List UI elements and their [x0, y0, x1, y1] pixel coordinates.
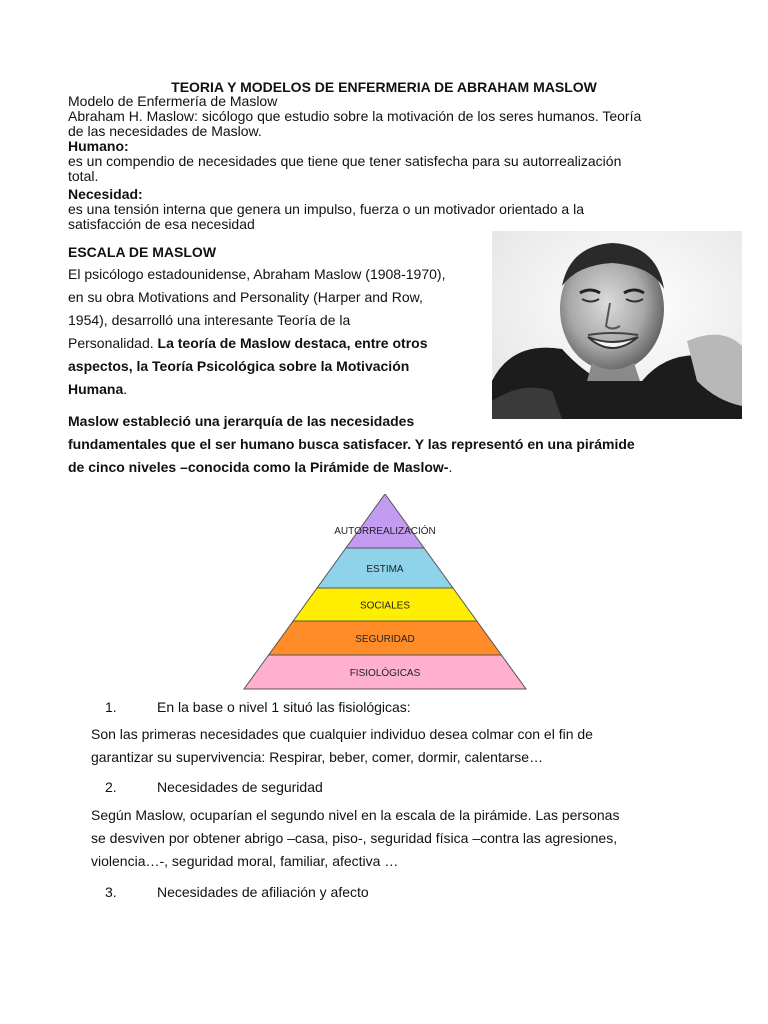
- intro-line-3: de las necesidades de Maslow.: [68, 123, 262, 139]
- jerarquia-line-3-plain: .: [448, 459, 453, 475]
- humano-line-2: total.: [68, 168, 99, 184]
- escala-line-4-bold: La teoría de Maslow destaca, entre otros: [157, 335, 428, 351]
- list-item-2-line-2: se desviven por obtener abrigo –casa, piso-, seguridad física –contra las agresiones,: [91, 830, 618, 846]
- humano-label: Humano:: [68, 138, 129, 154]
- list-item-2-text: [91, 804, 741, 873]
- escala-line-1: El psicólogo estadounidense, Abraham Maslow (1908-1970),: [68, 266, 446, 282]
- section-heading-escala: ESCALA DE MASLOW: [68, 244, 217, 260]
- necesidad-label: Necesidad:: [68, 186, 143, 202]
- document-title: TEORIA Y MODELOS DE ENFERMERIA DE ABRAHAM MASLOW: [171, 79, 597, 95]
- list-item-1-line-1: Son las primeras necesidades que cualquier individuo desea colmar con el fin de: [91, 726, 593, 742]
- escala-line-3: 1954), desarrolló una interesante Teoría de la: [68, 312, 351, 328]
- list-item-1-line-2: garantizar su supervivencia: Respirar, beber, comer, dormir, calentarse…: [91, 749, 544, 765]
- necesidad-line-2: satisfacción de esa necesidad: [68, 216, 255, 232]
- jerarquia-line-2: fundamentales que el ser humano busca satisfacer. Y las representó en una pirámide: [68, 436, 635, 452]
- list-item-2-title: Necesidades de seguridad: [157, 779, 323, 795]
- escala-line-2: en su obra Motivations and Personality (Harper and Row,: [68, 289, 423, 305]
- pyramid-label-autorrealizacion: AUTORREALIZACIÓN: [334, 526, 436, 537]
- escala-line-5: aspectos, la Teoría Psicológica sobre la Motivación: [68, 358, 410, 374]
- list-item-3-number: 3.: [105, 884, 117, 900]
- list-item-1-number: 1.: [105, 699, 117, 715]
- maslow-pyramid: [240, 494, 530, 699]
- intro-line-1: Modelo de Enfermería de Maslow: [68, 93, 278, 109]
- necesidad-line-1: es una tensión interna que genera un impulso, fuerza o un motivador orientado a la: [68, 201, 585, 217]
- pyramid-label-sociales: SOCIALES: [359, 600, 411, 612]
- pyramid-level-autorrealizacion: [346, 494, 424, 548]
- escala-line-4: [68, 332, 488, 355]
- list-item-1-title: En la base o nivel 1 situó las fisiológicas:: [157, 699, 411, 715]
- pyramid-label-estima: ESTIMA: [366, 564, 404, 575]
- list-item-3-title: Necesidades de afiliación y afecto: [157, 884, 369, 900]
- pyramid-svg: [240, 494, 530, 694]
- pyramid-label-fisiologicas: FISIOLÓGICAS: [349, 668, 421, 679]
- jerarquia-paragraph: [68, 410, 748, 479]
- pyramid-label-seguridad: SEGURIDAD: [355, 634, 415, 645]
- escala-line-6-bold: Humana: [68, 381, 124, 397]
- intro-block: [68, 94, 728, 232]
- jerarquia-line-3-bold: de cinco niveles –conocida como la Pirámide de Maslow-: [68, 459, 449, 475]
- jerarquia-line-3: [68, 456, 748, 479]
- jerarquia-line-1: Maslow estableció una jerarquía de las necesidades: [68, 413, 415, 429]
- escala-line-6: [68, 378, 488, 401]
- maslow-portrait-photo: [492, 231, 742, 419]
- list-item-2-line-1: Según Maslow, ocuparían el segundo nivel en la escala de la pirámide. Las personas: [91, 807, 620, 823]
- list-item-2-number: 2.: [105, 779, 117, 795]
- escala-line-4-plain: Personalidad.: [68, 335, 158, 351]
- portrait-image: [492, 231, 742, 419]
- intro-line-2: Abraham H. Maslow: sicólogo que estudio sobre la motivación de los seres humanos. Teoría: [68, 108, 642, 124]
- escala-paragraph: [68, 263, 488, 401]
- humano-line-1: es un compendio de necesidades que tiene que tener satisfecha para su autorrealización: [68, 153, 622, 169]
- escala-line-6-plain: .: [123, 381, 128, 397]
- list-item-1-text: [91, 723, 741, 769]
- list-item-2-line-3: violencia…-, seguridad moral, familiar, afectiva …: [91, 853, 399, 869]
